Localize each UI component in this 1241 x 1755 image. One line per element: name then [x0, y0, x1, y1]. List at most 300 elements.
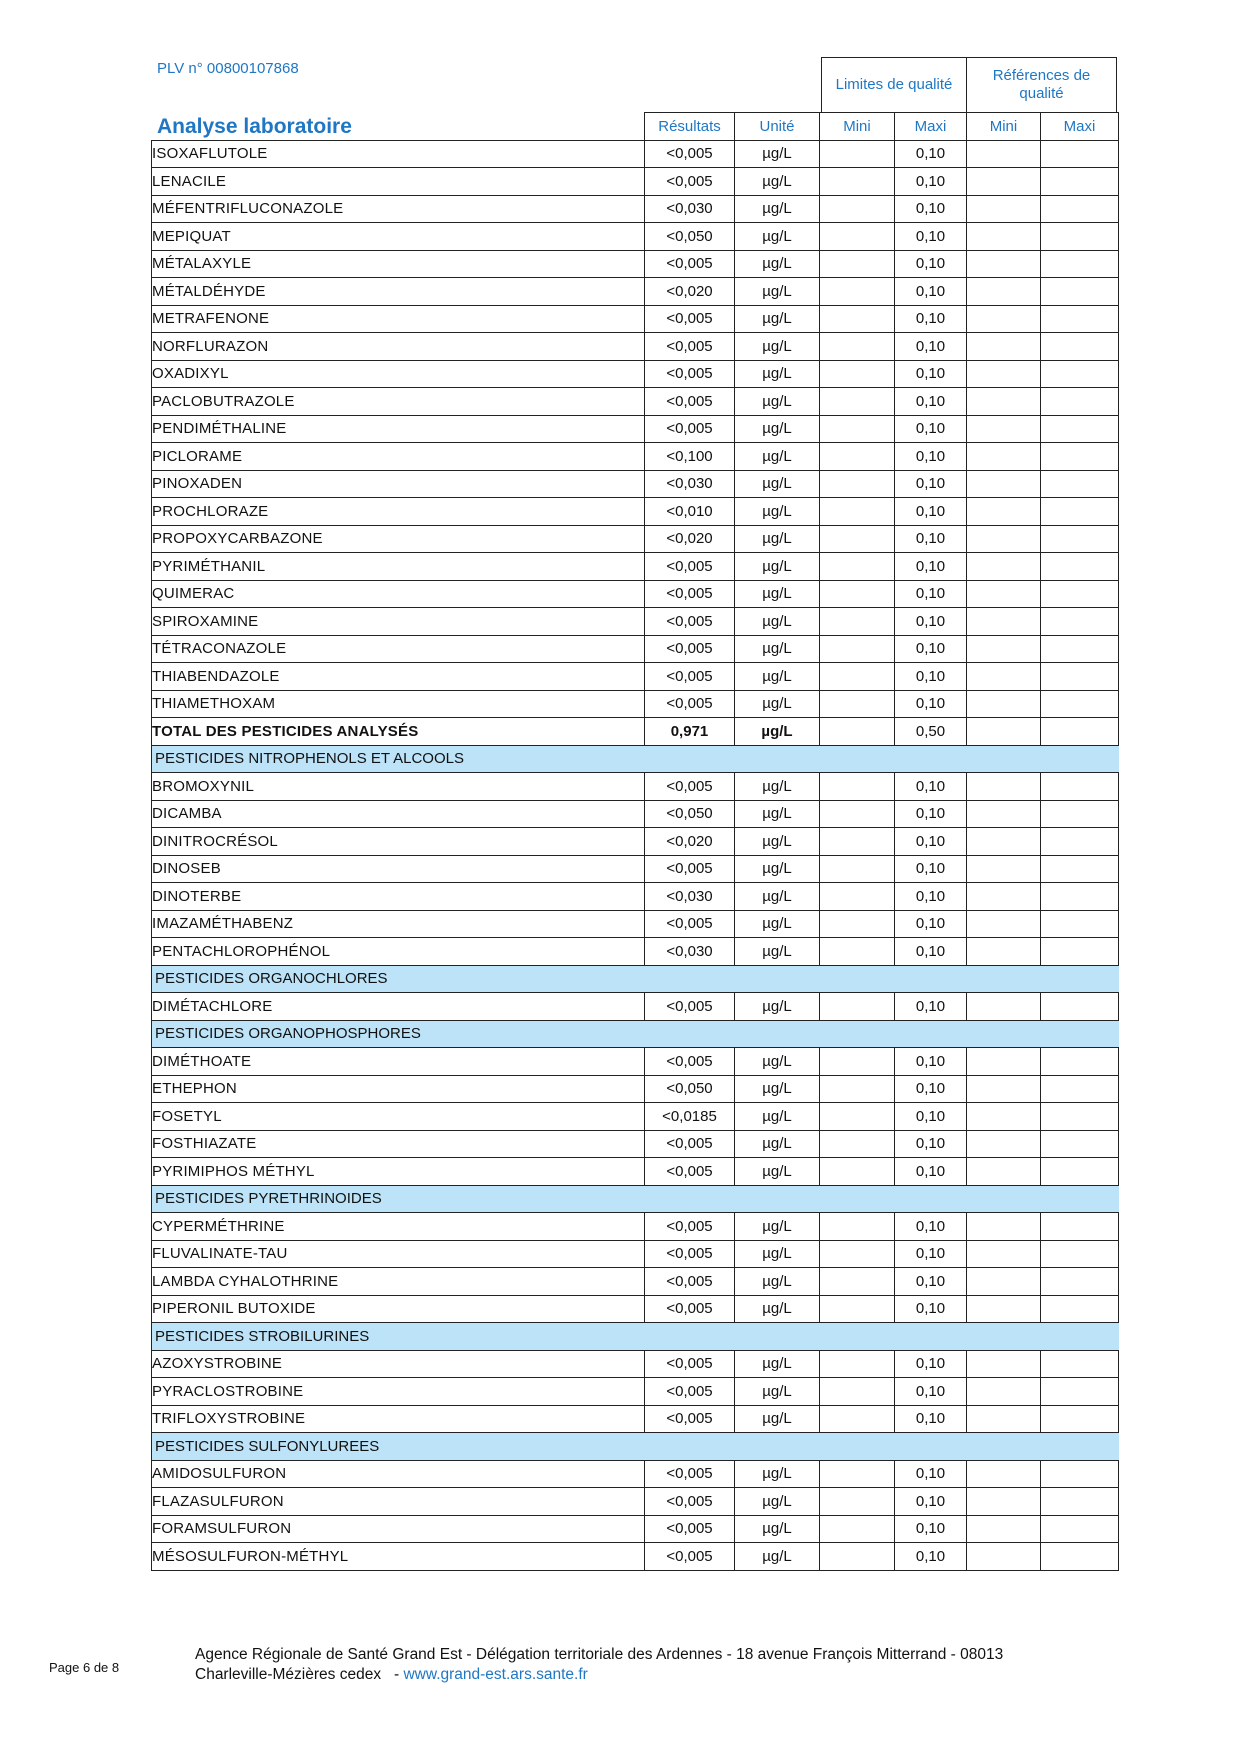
limit-maxi: 0,10: [895, 525, 967, 553]
limit-maxi: 0,10: [895, 1158, 967, 1186]
result-value: <0,050: [645, 800, 735, 828]
parameter-name: FLAZASULFURON: [152, 1488, 645, 1516]
result-value: <0,005: [645, 1405, 735, 1433]
unit-value: µg/L: [735, 168, 820, 196]
unit-value: µg/L: [735, 140, 820, 168]
limit-mini: [820, 1350, 895, 1378]
parameter-name: DINOTERBE: [152, 883, 645, 911]
unit-value: µg/L: [735, 1130, 820, 1158]
limit-mini: [820, 195, 895, 223]
limit-maxi: 0,10: [895, 498, 967, 526]
reference-mini: [967, 1460, 1041, 1488]
reference-maxi: [1041, 1295, 1119, 1323]
table-row: [152, 910, 1119, 938]
parameter-name: LENACILE: [152, 168, 645, 196]
limit-maxi: 0,10: [895, 800, 967, 828]
result-value: <0,005: [645, 1130, 735, 1158]
reference-mini: [967, 608, 1041, 636]
section-title: PESTICIDES ORGANOPHOSPHORES: [152, 1020, 1119, 1048]
section-header-row: [152, 1020, 1119, 1048]
limit-mini: [820, 1405, 895, 1433]
result-value: <0,005: [645, 1543, 735, 1571]
reference-maxi: [1041, 1405, 1119, 1433]
section-title: PESTICIDES STROBILURINES: [152, 1323, 1119, 1351]
table-row: [152, 195, 1119, 223]
result-value: <0,005: [645, 1240, 735, 1268]
limit-mini: [820, 1075, 895, 1103]
reference-maxi: [1041, 140, 1119, 168]
parameter-name: PIPERONIL BUTOXIDE: [152, 1295, 645, 1323]
limit-maxi: 0,10: [895, 443, 967, 471]
limit-maxi: 0,10: [895, 1130, 967, 1158]
reference-mini: [967, 1515, 1041, 1543]
result-value: <0,005: [645, 168, 735, 196]
limit-maxi: 0,10: [895, 415, 967, 443]
table-row: [152, 938, 1119, 966]
limit-maxi: 0,10: [895, 910, 967, 938]
footer-address-line1: Agence Régionale de Santé Grand Est - Délégation territoriale des Ardennes - 18 avenue François Mitterrand - 08013: [195, 1646, 1004, 1663]
unit-value: µg/L: [735, 580, 820, 608]
table-row: [152, 470, 1119, 498]
reference-mini: [967, 140, 1041, 168]
reference-mini: [967, 415, 1041, 443]
result-value: <0,005: [645, 140, 735, 168]
table-row: [152, 1295, 1119, 1323]
unit-value: µg/L: [735, 1103, 820, 1131]
col-resultats: Résultats: [645, 113, 735, 141]
result-value: <0,050: [645, 223, 735, 251]
limit-mini: [820, 140, 895, 168]
result-value: <0,005: [645, 608, 735, 636]
table-row: [152, 1268, 1119, 1296]
limit-maxi: 0,10: [895, 360, 967, 388]
references-qualite-header: [966, 57, 1117, 113]
result-value: <0,030: [645, 938, 735, 966]
table-row: [152, 1103, 1119, 1131]
limit-mini: [820, 883, 895, 911]
limit-mini: [820, 1488, 895, 1516]
unit-value: µg/L: [735, 883, 820, 911]
reference-mini: [967, 305, 1041, 333]
analysis-table-body: [152, 113, 1119, 1571]
unit-value: µg/L: [735, 1213, 820, 1241]
reference-mini: [967, 635, 1041, 663]
parameter-name: THIABENDAZOLE: [152, 663, 645, 691]
result-value: <0,010: [645, 498, 735, 526]
reference-maxi: [1041, 938, 1119, 966]
reference-mini: [967, 1405, 1041, 1433]
result-value: <0,005: [645, 855, 735, 883]
unit-value: µg/L: [735, 333, 820, 361]
unit-value: µg/L: [735, 855, 820, 883]
reference-mini: [967, 168, 1041, 196]
unit-value: µg/L: [735, 415, 820, 443]
unit-value: µg/L: [735, 525, 820, 553]
result-value: <0,100: [645, 443, 735, 471]
website-link[interactable]: www.grand-est.ars.sante.fr: [403, 1666, 588, 1683]
limit-maxi: 0,10: [895, 1213, 967, 1241]
reference-mini: [967, 498, 1041, 526]
column-header-row: [152, 113, 1119, 141]
table-row: [152, 580, 1119, 608]
reference-maxi: [1041, 443, 1119, 471]
reference-mini: [967, 1075, 1041, 1103]
limit-maxi: 0,10: [895, 1048, 967, 1076]
parameter-name: DIMÉTHOATE: [152, 1048, 645, 1076]
reference-maxi: [1041, 1488, 1119, 1516]
limit-mini: [820, 1378, 895, 1406]
table-row: [152, 663, 1119, 691]
reference-maxi: [1041, 800, 1119, 828]
parameter-name: PYRACLOSTROBINE: [152, 1378, 645, 1406]
result-value: <0,005: [645, 635, 735, 663]
limit-mini: [820, 1268, 895, 1296]
reference-mini: [967, 773, 1041, 801]
reference-mini: [967, 1350, 1041, 1378]
table-row: [152, 1543, 1119, 1571]
section-title: PESTICIDES PYRETHRINOIDES: [152, 1185, 1119, 1213]
limit-mini: [820, 498, 895, 526]
result-value: <0,005: [645, 333, 735, 361]
table-row: [152, 140, 1119, 168]
reference-maxi: [1041, 1460, 1119, 1488]
parameter-name: NORFLURAZON: [152, 333, 645, 361]
parameter-name: MEPIQUAT: [152, 223, 645, 251]
reference-maxi: [1041, 690, 1119, 718]
limit-maxi: 0,10: [895, 470, 967, 498]
table-row: [152, 305, 1119, 333]
table-row: [152, 388, 1119, 416]
title-spacer-cell: [152, 113, 645, 141]
references-qualite-label: Références de qualité: [992, 67, 1091, 102]
parameter-name: THIAMETHOXAM: [152, 690, 645, 718]
result-value: 0,971: [645, 718, 735, 746]
unit-value: µg/L: [735, 1488, 820, 1516]
limit-maxi: 0,10: [895, 553, 967, 581]
table-row: [152, 1350, 1119, 1378]
table-row: [152, 278, 1119, 306]
result-value: <0,005: [645, 250, 735, 278]
reference-maxi: [1041, 360, 1119, 388]
unit-value: µg/L: [735, 1075, 820, 1103]
reference-mini: [967, 663, 1041, 691]
result-value: <0,005: [645, 1295, 735, 1323]
parameter-name: OXADIXYL: [152, 360, 645, 388]
reference-maxi: [1041, 1268, 1119, 1296]
reference-mini: [967, 195, 1041, 223]
limit-maxi: 0,10: [895, 140, 967, 168]
reference-maxi: [1041, 470, 1119, 498]
parameter-name: AMIDOSULFURON: [152, 1460, 645, 1488]
unit-value: µg/L: [735, 360, 820, 388]
limit-maxi: 0,10: [895, 305, 967, 333]
reference-mini: [967, 553, 1041, 581]
result-value: <0,005: [645, 1460, 735, 1488]
table-row: [152, 1048, 1119, 1076]
parameter-name: MÉTALAXYLE: [152, 250, 645, 278]
footer-address-line2: [195, 1665, 1003, 1685]
limit-maxi: 0,10: [895, 635, 967, 663]
reference-maxi: [1041, 168, 1119, 196]
reference-maxi: [1041, 883, 1119, 911]
reference-mini: [967, 1103, 1041, 1131]
limit-maxi: 0,10: [895, 1405, 967, 1433]
section-header-row: [152, 745, 1119, 773]
limit-mini: [820, 580, 895, 608]
reference-mini: [967, 993, 1041, 1021]
table-row: [152, 690, 1119, 718]
limit-mini: [820, 635, 895, 663]
table-row: [152, 1075, 1119, 1103]
result-value: <0,005: [645, 360, 735, 388]
table-row: [152, 1515, 1119, 1543]
unit-value: µg/L: [735, 195, 820, 223]
limit-maxi: 0,10: [895, 1460, 967, 1488]
parameter-name: DICAMBA: [152, 800, 645, 828]
col-references-maxi: Maxi: [1041, 113, 1119, 141]
result-value: <0,005: [645, 580, 735, 608]
limit-maxi: 0,10: [895, 1240, 967, 1268]
table-row: [152, 223, 1119, 251]
unit-value: µg/L: [735, 635, 820, 663]
reference-maxi: [1041, 525, 1119, 553]
reference-mini: [967, 910, 1041, 938]
unit-value: µg/L: [735, 498, 820, 526]
parameter-name: TRIFLOXYSTROBINE: [152, 1405, 645, 1433]
unit-value: µg/L: [735, 278, 820, 306]
limit-maxi: 0,10: [895, 1378, 967, 1406]
limit-mini: [820, 800, 895, 828]
result-value: <0,005: [645, 690, 735, 718]
limit-maxi: 0,10: [895, 663, 967, 691]
table-row: [152, 333, 1119, 361]
limit-mini: [820, 1213, 895, 1241]
unit-value: µg/L: [735, 718, 820, 746]
unit-value: µg/L: [735, 608, 820, 636]
limit-mini: [820, 910, 895, 938]
unit-value: µg/L: [735, 1378, 820, 1406]
reference-mini: [967, 388, 1041, 416]
limit-mini: [820, 1543, 895, 1571]
parameter-name: MÉTALDÉHYDE: [152, 278, 645, 306]
unit-value: µg/L: [735, 443, 820, 471]
result-value: <0,005: [645, 1213, 735, 1241]
parameter-name: ETHEPHON: [152, 1075, 645, 1103]
reference-mini: [967, 690, 1041, 718]
unit-value: µg/L: [735, 223, 820, 251]
parameter-name: BROMOXYNIL: [152, 773, 645, 801]
limit-mini: [820, 1103, 895, 1131]
result-value: <0,005: [645, 1158, 735, 1186]
unit-value: µg/L: [735, 938, 820, 966]
limit-maxi: 0,10: [895, 278, 967, 306]
result-value: <0,030: [645, 470, 735, 498]
reference-maxi: [1041, 635, 1119, 663]
parameter-name: DINITROCRÉSOL: [152, 828, 645, 856]
unit-value: µg/L: [735, 828, 820, 856]
parameter-name: PENTACHLOROPHÉNOL: [152, 938, 645, 966]
limit-mini: [820, 388, 895, 416]
result-value: <0,005: [645, 1488, 735, 1516]
parameter-name: TÉTRACONAZOLE: [152, 635, 645, 663]
limit-maxi: 0,10: [895, 1488, 967, 1516]
parameter-name: PYRIMIPHOS MÉTHYL: [152, 1158, 645, 1186]
parameter-name: PYRIMÉTHANIL: [152, 553, 645, 581]
col-references-mini: Mini: [967, 113, 1041, 141]
reference-maxi: [1041, 1075, 1119, 1103]
parameter-name: TOTAL DES PESTICIDES ANALYSÉS: [152, 718, 645, 746]
table-row: [152, 443, 1119, 471]
result-value: <0,030: [645, 883, 735, 911]
col-unite: Unité: [735, 113, 820, 141]
result-value: <0,005: [645, 1268, 735, 1296]
parameter-name: FOSTHIAZATE: [152, 1130, 645, 1158]
parameter-name: FLUVALINATE-TAU: [152, 1240, 645, 1268]
limit-mini: [820, 663, 895, 691]
unit-value: µg/L: [735, 1350, 820, 1378]
unit-value: µg/L: [735, 553, 820, 581]
table-row: [152, 1460, 1119, 1488]
reference-maxi: [1041, 1515, 1119, 1543]
limit-maxi: 0,10: [895, 938, 967, 966]
limit-maxi: 0,10: [895, 195, 967, 223]
limit-mini: [820, 993, 895, 1021]
result-value: <0,005: [645, 1350, 735, 1378]
reference-mini: [967, 278, 1041, 306]
parameter-name: FOSETYL: [152, 1103, 645, 1131]
result-value: <0,005: [645, 993, 735, 1021]
section-title: PESTICIDES SULFONYLUREES: [152, 1433, 1119, 1461]
reference-mini: [967, 1048, 1041, 1076]
reference-maxi: [1041, 1103, 1119, 1131]
limit-mini: [820, 1295, 895, 1323]
unit-value: µg/L: [735, 1543, 820, 1571]
unit-value: µg/L: [735, 1405, 820, 1433]
reference-maxi: [1041, 1213, 1119, 1241]
unit-value: µg/L: [735, 1460, 820, 1488]
limit-maxi: 0,10: [895, 1295, 967, 1323]
reference-mini: [967, 800, 1041, 828]
limit-maxi: 0,10: [895, 250, 967, 278]
limit-maxi: 0,10: [895, 1103, 967, 1131]
reference-mini: [967, 718, 1041, 746]
reference-maxi: [1041, 388, 1119, 416]
limit-maxi: 0,10: [895, 388, 967, 416]
limit-maxi: 0,10: [895, 1268, 967, 1296]
table-row: [152, 1158, 1119, 1186]
limit-mini: [820, 1515, 895, 1543]
parameter-name: MÉSOSULFURON-MÉTHYL: [152, 1543, 645, 1571]
limit-mini: [820, 278, 895, 306]
limit-maxi: 0,10: [895, 1350, 967, 1378]
unit-value: µg/L: [735, 1268, 820, 1296]
parameter-name: MÉFENTRIFLUCONAZOLE: [152, 195, 645, 223]
reference-mini: [967, 443, 1041, 471]
limit-mini: [820, 1158, 895, 1186]
unit-value: µg/L: [735, 910, 820, 938]
parameter-name: SPIROXAMINE: [152, 608, 645, 636]
unit-value: µg/L: [735, 1158, 820, 1186]
parameter-name: FORAMSULFURON: [152, 1515, 645, 1543]
parameter-name: ISOXAFLUTOLE: [152, 140, 645, 168]
limit-maxi: 0,10: [895, 690, 967, 718]
limit-mini: [820, 1240, 895, 1268]
total-row: [152, 718, 1119, 746]
reference-maxi: [1041, 1240, 1119, 1268]
limites-qualite-label: Limites de qualité: [835, 76, 953, 93]
reference-maxi: [1041, 1158, 1119, 1186]
reference-maxi: [1041, 1350, 1119, 1378]
limit-maxi: 0,10: [895, 608, 967, 636]
unit-value: µg/L: [735, 1515, 820, 1543]
limit-mini: [820, 1460, 895, 1488]
section-title: PESTICIDES NITROPHENOLS ET ALCOOLS: [152, 745, 1119, 773]
reference-mini: [967, 1158, 1041, 1186]
section-header-row: [152, 1433, 1119, 1461]
limit-mini: [820, 415, 895, 443]
reference-maxi: [1041, 553, 1119, 581]
result-value: <0,030: [645, 195, 735, 223]
reference-mini: [967, 360, 1041, 388]
table-row: [152, 415, 1119, 443]
result-value: <0,005: [645, 773, 735, 801]
limit-maxi: 0,50: [895, 718, 967, 746]
reference-maxi: [1041, 305, 1119, 333]
reference-maxi: [1041, 278, 1119, 306]
result-value: <0,050: [645, 1075, 735, 1103]
unit-value: µg/L: [735, 305, 820, 333]
reference-mini: [967, 250, 1041, 278]
reference-maxi: [1041, 195, 1119, 223]
table-row: [152, 828, 1119, 856]
table-row: [152, 1405, 1119, 1433]
limites-qualite-header: [821, 57, 967, 113]
table-row: [152, 1130, 1119, 1158]
limit-mini: [820, 1130, 895, 1158]
unit-value: µg/L: [735, 663, 820, 691]
reference-maxi: [1041, 223, 1119, 251]
parameter-name: PACLOBUTRAZOLE: [152, 388, 645, 416]
reference-mini: [967, 1295, 1041, 1323]
reference-mini: [967, 1268, 1041, 1296]
reference-mini: [967, 1130, 1041, 1158]
page-title: Analyse laboratoire: [157, 115, 352, 138]
limit-mini: [820, 938, 895, 966]
limit-mini: [820, 470, 895, 498]
result-value: <0,020: [645, 278, 735, 306]
unit-value: µg/L: [735, 470, 820, 498]
result-value: <0,005: [645, 663, 735, 691]
reference-maxi: [1041, 663, 1119, 691]
result-value: <0,020: [645, 828, 735, 856]
result-value: <0,005: [645, 910, 735, 938]
table-row: [152, 360, 1119, 388]
reference-maxi: [1041, 415, 1119, 443]
result-value: <0,005: [645, 388, 735, 416]
unit-value: µg/L: [735, 1240, 820, 1268]
table-row: [152, 525, 1119, 553]
unit-value: µg/L: [735, 388, 820, 416]
reference-mini: [967, 1378, 1041, 1406]
reference-mini: [967, 883, 1041, 911]
footer-city: Charleville-Mézières cedex -: [195, 1666, 404, 1683]
table-row: [152, 855, 1119, 883]
limit-mini: [820, 168, 895, 196]
reference-maxi: [1041, 828, 1119, 856]
analysis-table: [151, 112, 1119, 1571]
reference-maxi: [1041, 718, 1119, 746]
limit-maxi: 0,10: [895, 883, 967, 911]
